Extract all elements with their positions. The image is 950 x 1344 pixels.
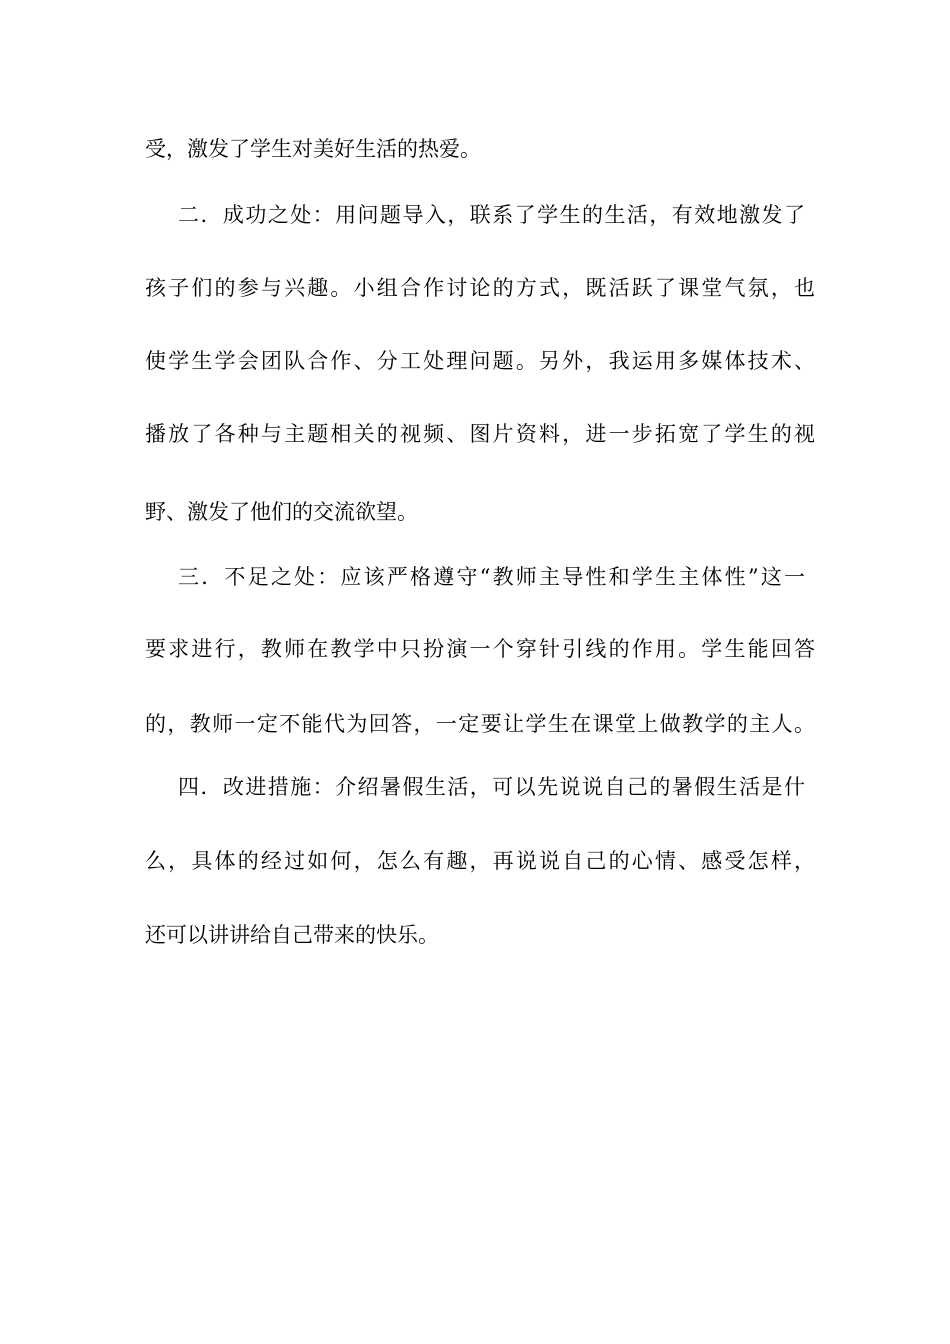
paragraph-2-line-3: 使学生学会团队合作、分工处理问题。另外，我运用多媒体技术、	[145, 349, 815, 373]
paragraph-4-line-3: 还可以讲讲给自己带来的快乐。	[145, 923, 439, 947]
paragraph-3-line-2: 要求进行，教师在教学中只扮演一个穿针引线的作用。学生能回答	[145, 637, 815, 661]
paragraph-2-line-2: 孩子们的参与兴趣。小组合作讨论的方式，既活跃了课堂气氛，也	[145, 276, 815, 300]
paragraph-1-line-1: 受，激发了学生对美好生活的热爱。	[145, 137, 481, 161]
paragraph-2-line-4: 播放了各种与主题相关的视频、图片资料，进一步拓宽了学生的视	[145, 422, 815, 446]
paragraph-4-line-2: 么，具体的经过如何，怎么有趣，再说说自己的心情、感受怎样，	[145, 849, 815, 873]
paragraph-3-line-3: 的，教师一定不能代为回答，一定要让学生在课堂上做教学的主人。	[145, 712, 815, 736]
paragraph-4-line-1: 四．改进措施：介绍暑假生活，可以先说说自己的暑假生活是什	[178, 775, 805, 799]
paragraph-3-line-1: 三．不足之处：应该严格遵守“教师主导性和学生主体性”这一	[178, 565, 805, 589]
paragraph-2-line-1: 二．成功之处：用问题导入，联系了学生的生活，有效地激发了	[178, 203, 805, 227]
paragraph-2-line-5: 野、激发了他们的交流欲望。	[145, 500, 418, 524]
